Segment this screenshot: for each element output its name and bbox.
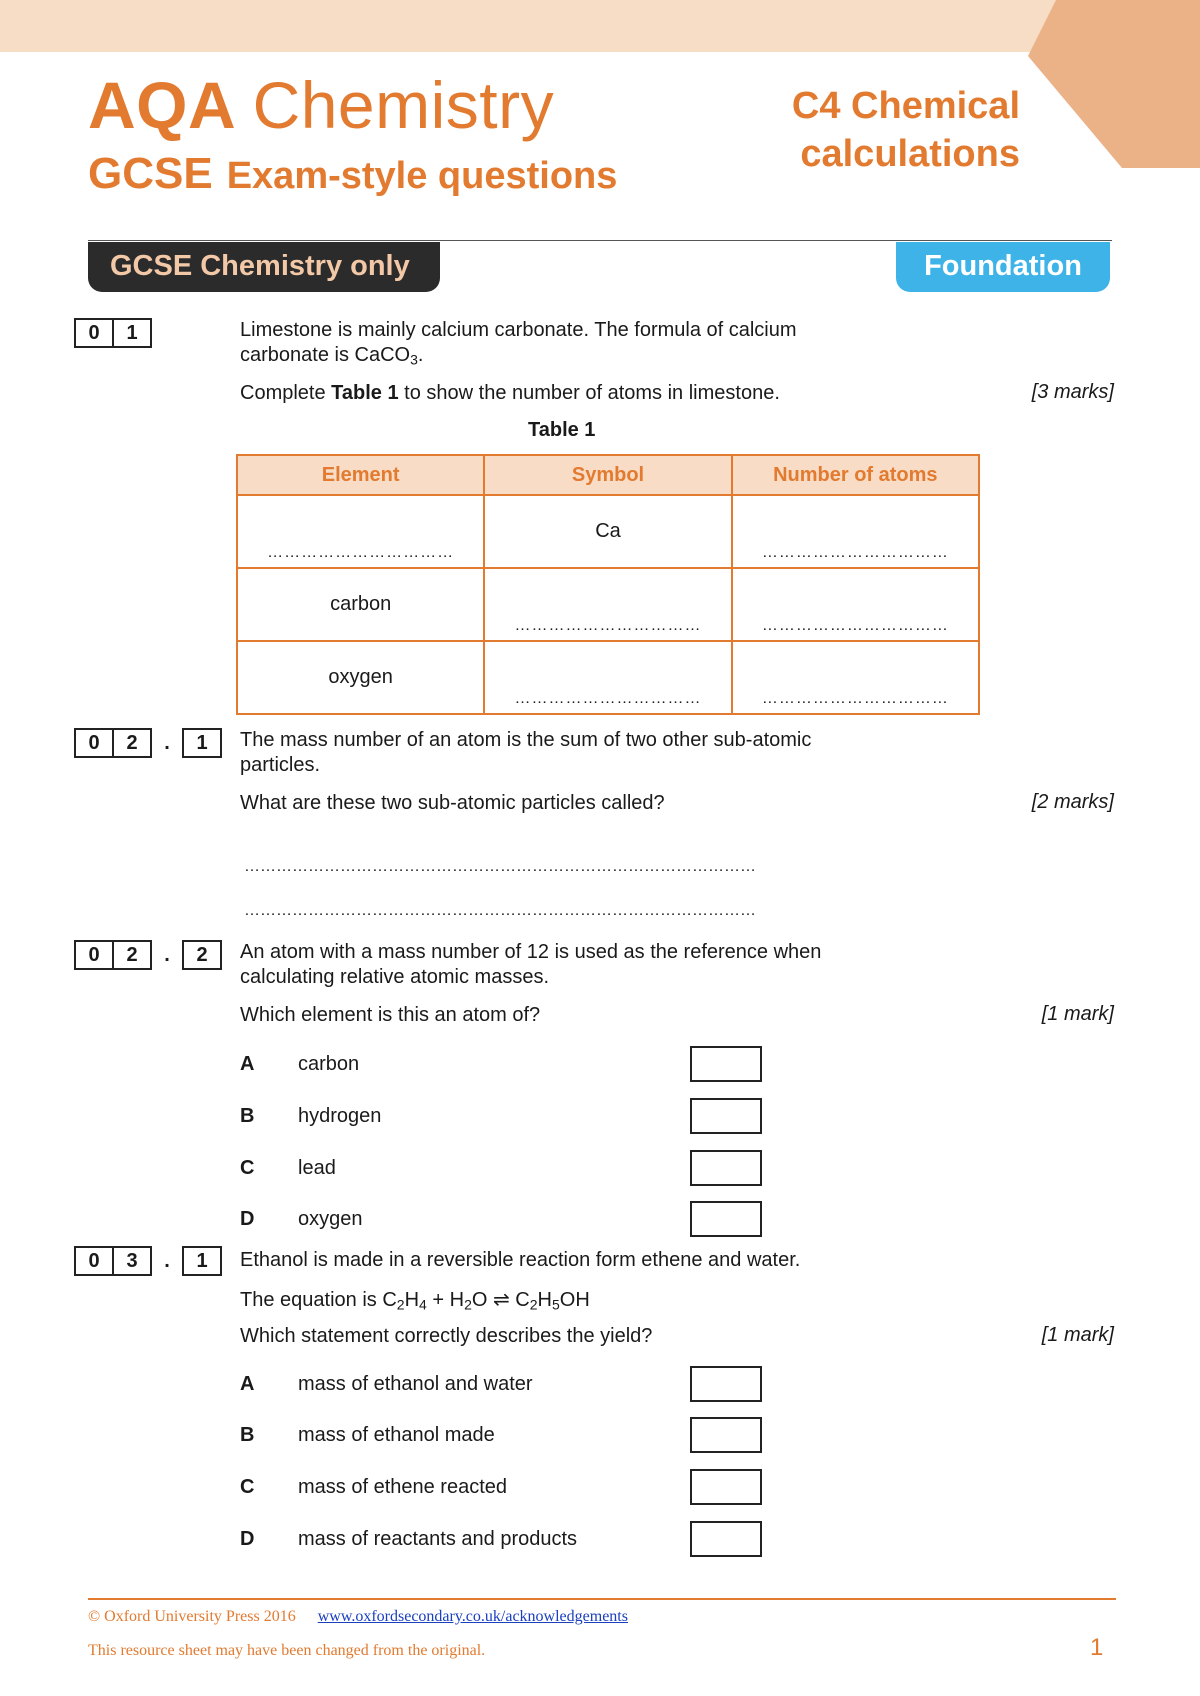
page-number: 1 (1090, 1634, 1104, 1661)
question-part: 1 (182, 1246, 222, 1276)
question-digit: 3 (114, 1246, 152, 1276)
q01-instruction: Complete Table 1 to show the number of atoms in limestone. (240, 382, 780, 404)
answer-line-1[interactable]: …………………………………………………………………………………… (244, 858, 756, 875)
table-row (237, 495, 979, 568)
q03-1-option-b: B mass of ethanol made (240, 1417, 762, 1453)
column-header-element: Element (237, 455, 484, 495)
q01-line-2: carbonate is CaCO$_3$. (240, 344, 424, 368)
topic-line-2: calculations (800, 133, 1020, 175)
header-subtitle (88, 149, 618, 198)
tier-banner: Foundation (896, 242, 1110, 292)
q02-2-line-2: calculating relative atomic masses. (240, 966, 550, 988)
question-number-02-1 (74, 728, 222, 758)
column-header-atoms: Number of atoms (732, 455, 979, 495)
q02-2-line-1: An atom with a mass number of 12 is used as the reference when (240, 941, 822, 963)
answer-blank-cell[interactable]: …………………………… (732, 495, 979, 568)
question-digit: 0 (74, 728, 114, 758)
q03-1-stem: Ethanol is made in a reversible reaction form ethene and water. (240, 1249, 801, 1271)
question-digit: 2 (114, 940, 152, 970)
q02-2-option-a: A carbon (240, 1046, 762, 1082)
corner-tab (1028, 0, 1200, 168)
copyright-text: © Oxford University Press 2016 (88, 1608, 296, 1625)
footer-note: This resource sheet may have been changed from the original. (88, 1642, 486, 1659)
brand-name: AQA (88, 68, 234, 142)
q03-1-option-d: D mass of reactants and products (240, 1521, 762, 1557)
q02-2-marks: [1 mark] (1041, 1003, 1114, 1025)
answer-checkbox[interactable] (690, 1366, 762, 1402)
header-divider (88, 240, 1112, 241)
question-number-03-1 (74, 1246, 222, 1276)
answer-blank-cell[interactable]: …………………………… (484, 568, 731, 641)
q02-1-line-1: The mass number of an atom is the sum of two other sub-atomic (240, 729, 812, 751)
subject-name: Chemistry (252, 68, 555, 142)
answer-checkbox[interactable] (690, 1098, 762, 1134)
table-row (237, 641, 979, 714)
q03-1-equation: The equation is $C_2H_4 + H_2O$ ⇌ $C_2H_5OH$ (240, 1289, 590, 1313)
topic-title (740, 82, 1020, 178)
question-part: 1 (182, 728, 222, 758)
answer-line-2[interactable]: …………………………………………………………………………………… (244, 902, 756, 919)
answer-checkbox[interactable] (690, 1521, 762, 1557)
q03-1-option-a: A mass of ethanol and water (240, 1366, 762, 1402)
q02-2-option-d: D oxygen (240, 1201, 762, 1237)
q02-1-stem (240, 728, 920, 778)
answer-checkbox[interactable] (690, 1469, 762, 1505)
q02-2-option-b: B hydrogen (240, 1098, 762, 1134)
q01-stem (240, 318, 900, 368)
question-dot: . (164, 943, 170, 966)
answer-checkbox[interactable] (690, 1150, 762, 1186)
question-dot: . (164, 731, 170, 754)
question-digit: 0 (74, 318, 114, 348)
answer-blank-cell[interactable]: …………………………… (732, 641, 979, 714)
q03-1-question: Which statement correctly describes the yield? (240, 1325, 653, 1347)
answer-blank-cell[interactable]: …………………………… (732, 568, 979, 641)
q02-2-stem (240, 940, 920, 990)
q02-1-question: What are these two sub-atomic particles called? (240, 792, 665, 814)
header-title (88, 68, 555, 142)
resource-type: Exam-style questions (226, 155, 618, 197)
q02-1-line-2: particles. (240, 754, 321, 776)
question-number-01 (74, 318, 152, 348)
table-title: Table 1 (528, 419, 596, 441)
answer-blank-cell[interactable]: …………………………… (484, 641, 731, 714)
answer-checkbox[interactable] (690, 1046, 762, 1082)
q02-1-marks: [2 marks] (1031, 791, 1114, 813)
q02-2-option-c: C lead (240, 1150, 762, 1186)
level-name: GCSE (88, 149, 213, 198)
q01-line-1: Limestone is mainly calcium carbonate. The formula of calcium (240, 319, 797, 341)
table-header-row (237, 455, 979, 495)
footer-copyright-line (88, 1608, 628, 1626)
question-part: 2 (182, 940, 222, 970)
answer-checkbox[interactable] (690, 1417, 762, 1453)
footer-divider (88, 1598, 1116, 1600)
course-banner: GCSE Chemistry only (88, 242, 440, 292)
question-digit: 2 (114, 728, 152, 758)
table-row (237, 568, 979, 641)
question-digit: 0 (74, 1246, 114, 1276)
question-dot: . (164, 1249, 170, 1272)
question-digit: 1 (114, 318, 152, 348)
atoms-table (236, 454, 980, 715)
q03-1-marks: [1 mark] (1041, 1324, 1114, 1346)
table-cell: oxygen (237, 641, 484, 714)
column-header-symbol: Symbol (484, 455, 731, 495)
answer-checkbox[interactable] (690, 1201, 762, 1237)
table-cell: Ca (484, 495, 731, 568)
q02-2-question: Which element is this an atom of? (240, 1004, 541, 1026)
question-number-02-2 (74, 940, 222, 970)
answer-blank-cell[interactable]: …………………………… (237, 495, 484, 568)
acknowledgements-link[interactable]: www.oxfordsecondary.co.uk/acknowledgements (317, 1608, 628, 1625)
q03-1-option-c: C mass of ethene reacted (240, 1469, 762, 1505)
topic-line-1: C4 Chemical (791, 85, 1020, 127)
question-digit: 0 (74, 940, 114, 970)
q01-marks: [3 marks] (1031, 381, 1114, 403)
table-cell: carbon (237, 568, 484, 641)
